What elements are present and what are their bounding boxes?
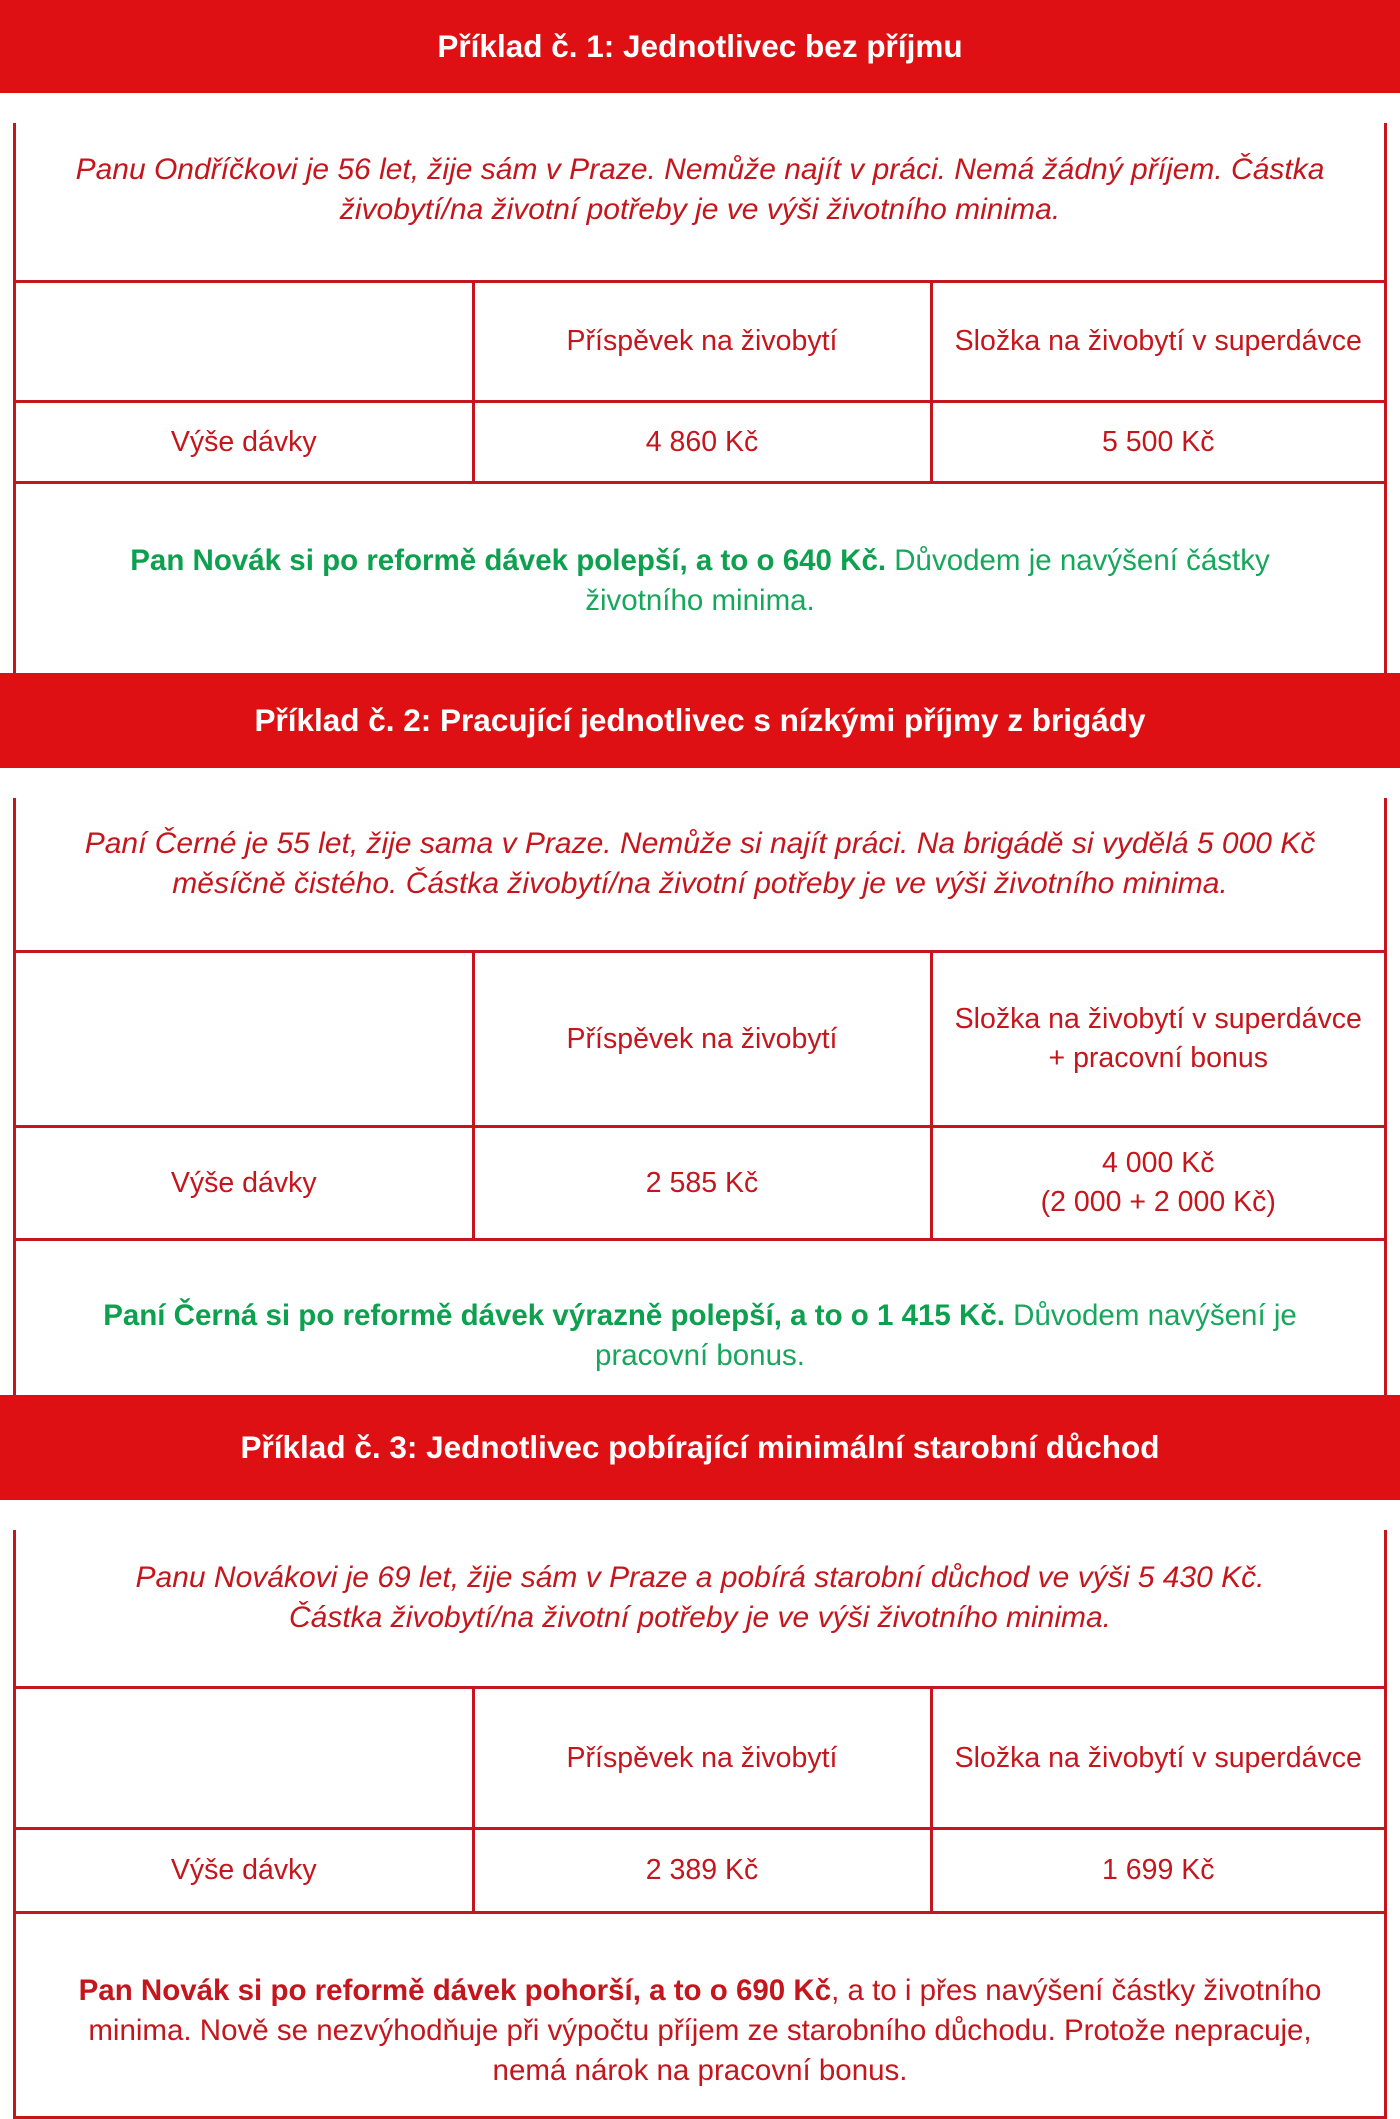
example-3-body — [13, 1530, 1387, 2119]
table-header-cell-empty — [16, 951, 473, 1126]
table-header-cell-prispevek: Příspěvek na živobytí — [473, 1687, 931, 1828]
example-2-intro: Paní Černé je 55 let, žije sama v Praze. Nemůže si najít práci. Na brigádě si vydělá 5 000 Kč měsíčně čistého. Částka živobytí/na životní potřeby je ve výši životního minima. — [84, 827, 1316, 900]
example-2-table — [16, 950, 1384, 1241]
example-1-intro: Panu Ondříčkovi je 56 let, žije sám v Praze. Nemůže najít v práci. Nemá žádný příjem. Částka živobytí/na životní potřeby je ve výši životního minima. — [75, 153, 1325, 226]
conclusion-highlight: Pan Novák si po reformě dávek polepší, a to o 640 Kč. — [130, 544, 887, 578]
example-3-table — [16, 1686, 1384, 1914]
row-label: Výše dávky — [16, 1828, 473, 1912]
table-header-cell-slozka: Složka na živobytí v superdávce + pracovní bonus — [931, 951, 1384, 1126]
row-label: Výše dávky — [16, 1126, 473, 1239]
row-value-slozka: 4 000 Kč (2 000 + 2 000 Kč) — [931, 1126, 1384, 1239]
example-2-conclusion — [16, 1270, 1384, 1376]
example-1-conclusion — [16, 513, 1384, 621]
table-header-cell-prispevek: Příspěvek na živobytí — [473, 281, 931, 401]
table-row — [16, 1828, 1384, 1912]
example-1-body — [13, 123, 1387, 703]
table-header-row — [16, 1687, 1384, 1828]
conclusion-rest: Důvodem je navýšení částky životního minima. — [585, 544, 1270, 618]
example-3-conclusion — [16, 1943, 1384, 2090]
row-value-prispevek: 4 860 Kč — [473, 401, 931, 482]
conclusion-highlight: Pan Novák si po reformě dávek pohorší, a to o 690 Kč — [78, 1974, 832, 2008]
row-label: Výše dávky — [16, 401, 473, 482]
conclusion-rest: , a to i přes navýšení částky životního minima. Nově se nezvýhodňuje při výpočtu příjem ze starobního důchodu. Protože nepracuje, nemá nárok na pracovní bonus. — [88, 1974, 1322, 2087]
table-header-cell-slozka: Složka na živobytí v superdávce — [931, 1687, 1384, 1828]
example-3-header: Příklad č. 3: Jednotlivec pobírající minimální starobní důchod — [0, 1395, 1400, 1500]
row-value-prispevek: 2 585 Kč — [473, 1126, 931, 1239]
example-1-table — [16, 280, 1384, 484]
table-header-cell-prispevek: Příspěvek na živobytí — [473, 951, 931, 1126]
example-1-header: Příklad č. 1: Jednotlivec bez příjmu — [0, 0, 1400, 93]
table-header-row — [16, 951, 1384, 1126]
example-3-intro: Panu Novákovi je 69 let, žije sám v Praze a pobírá starobní důchod ve výši 5 430 Kč. Částka živobytí/na životní potřeby je ve výši životního minima. — [135, 1561, 1265, 1634]
table-header-cell-empty — [16, 281, 473, 401]
table-header-cell-slozka: Složka na živobytí v superdávce — [931, 281, 1384, 401]
table-header-row — [16, 281, 1384, 401]
example-block-3 — [0, 1395, 1400, 2102]
row-value-slozka: 1 699 Kč — [931, 1828, 1384, 1912]
row-value-prispevek: 2 389 Kč — [473, 1828, 931, 1912]
example-block-1 — [0, 0, 1400, 673]
example-2-body — [13, 798, 1387, 1413]
table-row — [16, 401, 1384, 482]
conclusion-rest: Důvodem navýšení je pracovní bonus. — [595, 1299, 1297, 1373]
conclusion-highlight: Paní Černá si po reformě dávek výrazně polepší, a to o 1 415 Kč. — [103, 1299, 1005, 1333]
row-value-slozka: 5 500 Kč — [931, 401, 1384, 482]
example-block-2 — [0, 673, 1400, 1395]
table-row — [16, 1126, 1384, 1239]
table-header-cell-empty — [16, 1687, 473, 1828]
example-2-header: Příklad č. 2: Pracující jednotlivec s nízkými příjmy z brigády — [0, 673, 1400, 768]
